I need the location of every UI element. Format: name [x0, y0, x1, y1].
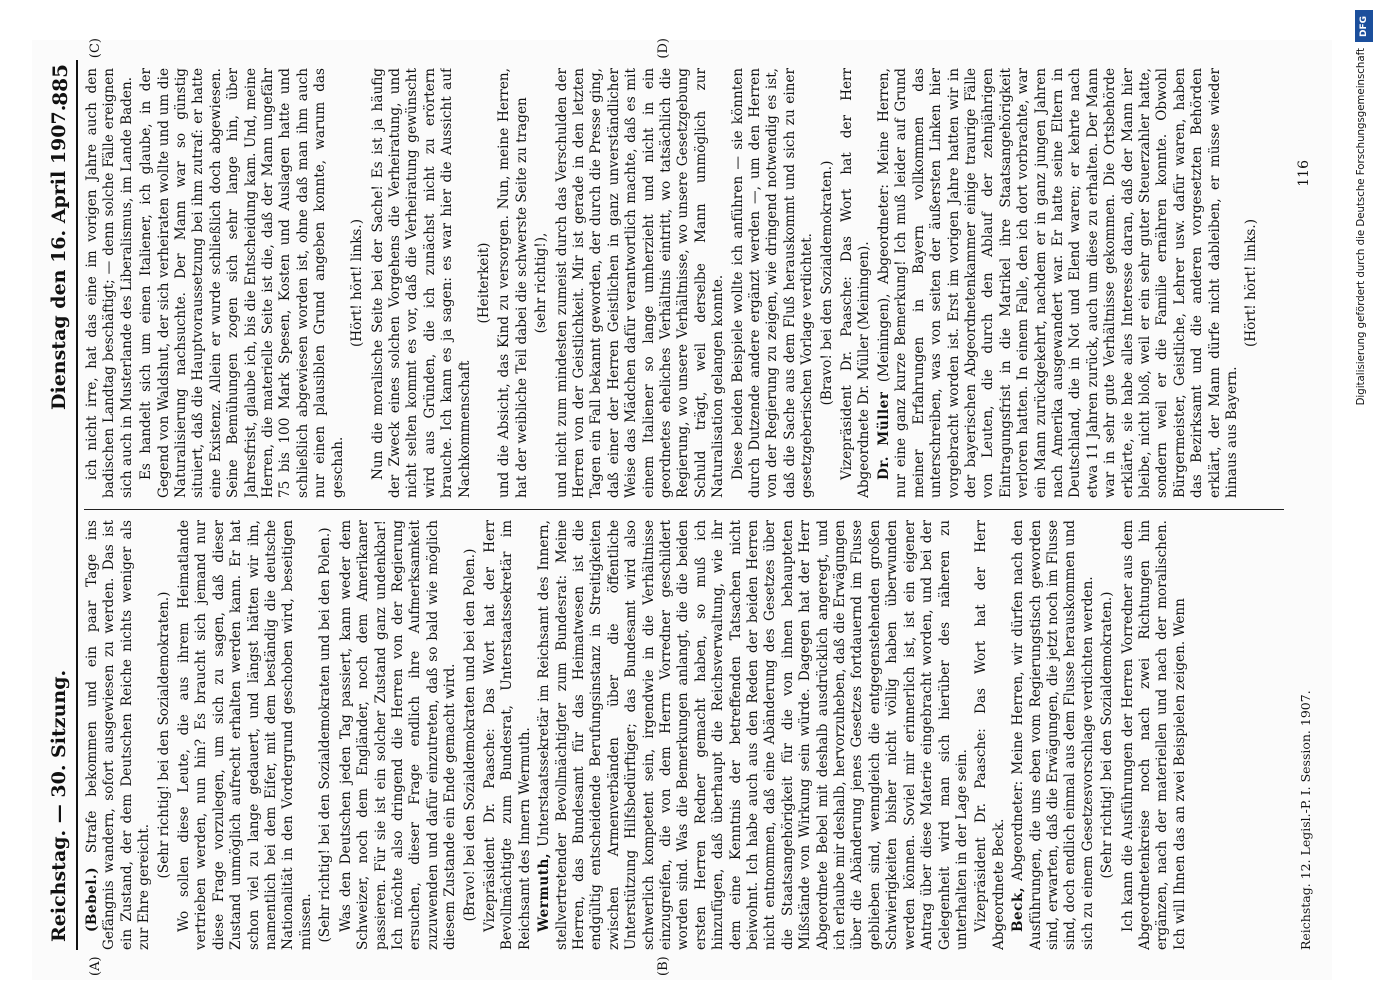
- speaker-name: Dr. Müller: [875, 391, 892, 480]
- paragraph-text: Vizepräsident Dr. Paasche: Das Wort hat der Herr Bevollmächtigte zum Bundesrat, Unterstaatssekretär im Reichsamt des Innern Wermuth.: [481, 520, 533, 950]
- interjection: [462, 520, 479, 950]
- paragraph: [876, 68, 1242, 498]
- paragraph: [973, 520, 1008, 950]
- header-date: Dienstag den 16. April 1907.: [48, 104, 70, 410]
- paragraph: [1010, 520, 1097, 950]
- speaker-name: (Bebel.): [84, 866, 100, 932]
- paragraph-text: (Heiterkeit): [475, 242, 492, 324]
- margin-marker-b: (B): [656, 956, 671, 976]
- paragraph-text: Vizepräsident Dr. Paasche: Das Wort hat der Herr Abgeordnete Dr. Müller (Meiningen).: [839, 68, 873, 498]
- paragraph-text: (Hört! hört! links.): [349, 218, 366, 348]
- dfg-digitization-stamp: [1353, 4, 1375, 624]
- paragraph-text: Nun die moralische Seite bei der Sache! Es ist ja häufig der Zweck eines solchen Vorgehens die Verheiratung, und nicht selten kommt es vor, daß die Verheiratung gewünscht wird aus Gründen, die ich zunächst nicht zu erörtern brauche. Ich kann es ja sagen: es war hier die Aussicht auf Nachkommenschaft: [369, 68, 473, 498]
- column-divider: [84, 509, 1284, 510]
- paragraph: [482, 520, 534, 950]
- paragraph: [839, 68, 874, 498]
- speaker-name: Beck,: [1010, 886, 1027, 932]
- paragraph: [84, 68, 136, 498]
- paragraph-text: Ich kann die Ausführungen der Herren Vorredner aus dem Abgeordnetenkreise noch nach zwei Richtungen hin ergänzen, nach der materiellen und nach der moralischen. Ich will Ihnen das an zwei Beispielen zeigen. Wenn: [1119, 520, 1188, 950]
- paragraph: [1120, 520, 1190, 950]
- dfg-logo: DFG: [1355, 10, 1373, 42]
- paragraph-text: Es handelt sich um einen Italiener, ich glaube, in der Gegend von Waldshut, der sich verheiraten wollte und um die Naturalisierung nachsuchte. Der Mann war so günstig situiert, daß die Hauptvoraussetzung bei ihm zutraf: er hatte eine Existenz. Allein er wurde schließlich doch abgewiesen. Seine Bemühungen zogen sich sehr lange hin, über Jahresfrist, glaube ich, bis die Entscheidung kam. Und, meine Herren, die materielle Seite ist die, daß der Mann ungefähr 75 bis 100 Mark Spesen, Kosten und Auslagen hatte und schließlich abgewiesen worden ist, ohne daß man ihm auch nur einen plausiblen Grund angeben konnte, warum das geschah.: [138, 68, 346, 498]
- interjection: [156, 520, 173, 950]
- speaker-name: Wermuth,: [536, 852, 553, 932]
- paragraph: [84, 520, 154, 950]
- paragraph: [338, 520, 460, 950]
- paragraph-text: (Sehr richtig! bei den Sozialdemokraten und bei den Polen.): [317, 527, 334, 943]
- paragraph-text: Strafe bekommen und ein paar Tage ins Gefängnis wandern, sofort ausgewiesen zu werden. Das ist ein Zustand, der dem Deutschen Reiche nichts weniger als zur Ehre gereicht.: [84, 520, 153, 950]
- paragraph-text: Was den Deutschen jeden Tag passiert, kann weder dem Schweizer, noch dem Engländer, noch dem Amerikaner passieren. Für sie ist ein solcher Zustand ganz undenkbar! Ich möchte also dringend die Herren von der Regierung ersuchen, dieser Frage endlich ihre Aufmerksamkeit zuzuwenden und dafür einzutreten, daß so bald wie möglich diesem Zustande ein Ende gemacht wird.: [337, 520, 459, 950]
- footer-session-note: Reichstag. 12. Legisl.-P. I. Session. 1907.: [1298, 690, 1313, 950]
- paragraph-text: (Sehr richtig! bei den Sozialdemokraten.): [155, 591, 172, 879]
- margin-marker-d: (D): [656, 38, 671, 59]
- paragraph: [730, 68, 817, 498]
- paragraph-text: (Bravo! bei den Sozialdemokraten und bei den Polen.): [461, 548, 478, 922]
- paragraph-text: Diese beiden Beispiele wollte ich anführen — sie könnten durch Dutzende andere ergänzt werden —, um den Herren von der Regierung zu zeigen, wie dringend notwendig es ist, daß die Sache aus dem Fluß herauskommt und sich zu einer gesetzgeberischen Vorlage verdichtet.: [729, 68, 816, 498]
- paragraph: [138, 68, 347, 498]
- margin-marker-a: (A): [88, 956, 103, 976]
- paragraph-text: und nicht zum mindesten zumeist durch das Verschulden der Herren von der Geistlichkeit. Mir ist gerade in den letzten Tagen ein Fall bekannt geworden, der durch die Presse ging, daß einer der Herren Geistlichen in ganz unverständlicher Weise das Mädchen dafür verantwortlich machte, daß es mit einem Italiener so lange umherzieht und nicht in ein geordnetes eheliches Verhältnis eintritt, wo tatsächlich die Regierung, wo unsere Verhältnisse, wo unsere Gesetzgebung Schuld trägt, weil derselbe Mann unmöglich zur Naturalisation gelangen konnte.: [553, 68, 727, 498]
- paragraph: [496, 68, 531, 498]
- interjection: [1243, 68, 1260, 498]
- interjection: [533, 68, 550, 498]
- running-header: [40, 60, 78, 950]
- interjection: [476, 68, 493, 498]
- paragraph: [176, 520, 315, 950]
- paragraph-text: (Hört! hört! links.): [1243, 218, 1260, 348]
- paragraph-text: Wo sollen diese Leute, die aus ihrem Heimatlande vertrieben werden, nun hin? Es braucht sich jemand nur diese Frage vorzulegen, um sich zu sagen, daß dieser Zustand unmöglich aufrecht erhalten werden kann. Er hat schon viel zu lange gedauert, und längst hätten wir ihn, namentlich bei dem Eifer, mit dem beständig die deutsche Nationalität in den Vordergrund geschoben wird, beseitigen müssen.: [176, 520, 314, 950]
- document-page: [32, 40, 1332, 980]
- margin-marker-c: (C): [88, 38, 103, 59]
- paragraph: [370, 68, 474, 498]
- paragraph-text: (sehr richtig!),: [533, 232, 550, 334]
- paragraph-text: (Bravo! bei den Sozialdemokraten.): [818, 160, 835, 406]
- paragraph-text: Vizepräsident Dr. Paasche: Das Wort hat der Herr Abgeordnete Beck.: [973, 520, 1007, 950]
- interjection: [317, 520, 334, 950]
- paragraph-text: Abgeordneter: Meine Herren, wir dürfen nach den Ausführungen, die uns eben vom Regierungstisch geworden sind, erwarten, daß die Erwägungen, die jetzt noch im Flusse sind, doch endlich einmal aus dem Flusse herauskommen und sich zu einem Gesetzesvorschlage verdichten werden.: [1010, 520, 1096, 950]
- paragraph-text: (Sehr richtig! bei den Sozialdemokraten.): [1099, 591, 1116, 879]
- dfg-credit-text: Digitalisierung gefördert durch die Deutsche Forschungsgemeinschaft: [1356, 48, 1367, 406]
- footer-sheet-number: 116: [1296, 160, 1312, 187]
- paragraph-text: (Meiningen), Abgeordneter: Meine Herren, nur eine ganz kurze Bemerkung! Ich muß leider auf Grund meiner Erfahrungen in Bayern vollkommen das unterschreiben, was von seiten der äußersten Linken hier vorgebracht worden ist. Erst im vorigen Jahre hatten wir in der bayerischen Abgeordnetenkammer einige traurige Fälle von Leuten, die durch den Ablauf der zehnjährigen Eintragungsfrist in die Matrikel ihre Staatsangehörigkeit verloren hatten. In einem Falle, den ich dort vorbrachte, war ein Mann zurückgekehrt, nachdem er in ganz jungen Jahren nach Amerika ausgewandert war. Er hatte seine Eltern in Deutschland, die in Not und Elend waren; er kehrte nach etwa 11 Jahren zurück, auch um diese zu erhalten. Der Mann war in sehr gute Verhältnisse gekommen. Die Ortsbehörde erklärte, sie habe alles Interesse daran, daß der Mann hier bleibe, nicht bloß, weil er ein sehr guter Steuerzahler hatte, sondern weil er die Familie ernähren konnte. Obwohl Bürgermeister, Geistliche, Lehrer usw. dafür waren, haben das Bezirksamt und die anderen vorgesetzten Behörden erklärt, der Mann dürfe nicht dableiben, er müsse wieder hinaus aus Bayern.: [875, 68, 1240, 498]
- page-number: 885: [48, 64, 72, 106]
- interjection: [819, 68, 836, 498]
- paragraph: [554, 68, 728, 498]
- paragraph-text: Unterstaatssekretär im Reichsamt des Innern, stellvertretender Bevollmächtigter zum Bundesrat: Meine Herren, das Bundesamt für das Heimatwesen ist die endgültig entscheidende Berufungsinstanz in Streitigkeiten zwischen Armenverbänden über die öffentliche Unterstützung Hilfsbedürftiger; das Bundesamt wird also schwerlich kompetent sein, irgendwie in die Verhältnisse einzugreifen, die von dem Herrn Vorredner geschildert worden sind. Was die Bemerkungen anlangt, die die beiden ersten Herren Redner gemacht haben, so muß ich hinzufügen, daß überhaupt die Reichsverwaltung, wie ihr dem eine Kenntnis der betreffenden Tatsachen nicht beiwohnt. Ich habe auch aus den Reden der beiden Herren nicht entnommen, daß eine Abänderung des Gesetzes über die Staatsangehörigkeit für die von ihnen behaupteten Mißstände von Wirkung sein würde. Dagegen hat der Herr Abgeordnete Bebel mit deshalb ausdrücklich angeregt, und ich erlaube mir deshalb, hervorzuheben, daß die Erwägungen über die Abänderung jenes Gesetzes fortdauernd im Flusse geblieben sind, wenngleich die entgegenstehenden großen Schwierigkeiten bisher nicht völlig haben überwunden werden können. Soviel mir erinnerlich ist, ist ein eigener Antrag über diese Materie eingebracht worden, und bei der Gelegenheit wird man sich hierüber des näheren zu unterhalten in der Lage sein.: [536, 520, 970, 950]
- page-footer: [1294, 60, 1318, 950]
- header-session: Reichstag. — 30. Sitzung.: [48, 669, 70, 942]
- right-text-column: [84, 68, 1284, 498]
- interjection: [1099, 520, 1116, 950]
- interjection: [349, 68, 366, 498]
- paragraph-text: ich nicht irre, hat das eine im vorigen Jahre auch den badischen Landtag beschäftigt; — denn solche Fälle ereignen sich auch in Musterlande des Liberalismus, im Lande Baden.: [84, 68, 135, 498]
- paragraph: [536, 520, 971, 950]
- paragraph-text: und die Absicht, das Kind zu versorgen. Nun, meine Herren, hat der weibliche Teil dabei die schwerste Seite zu tragen: [496, 68, 530, 498]
- left-text-column: [84, 520, 1284, 950]
